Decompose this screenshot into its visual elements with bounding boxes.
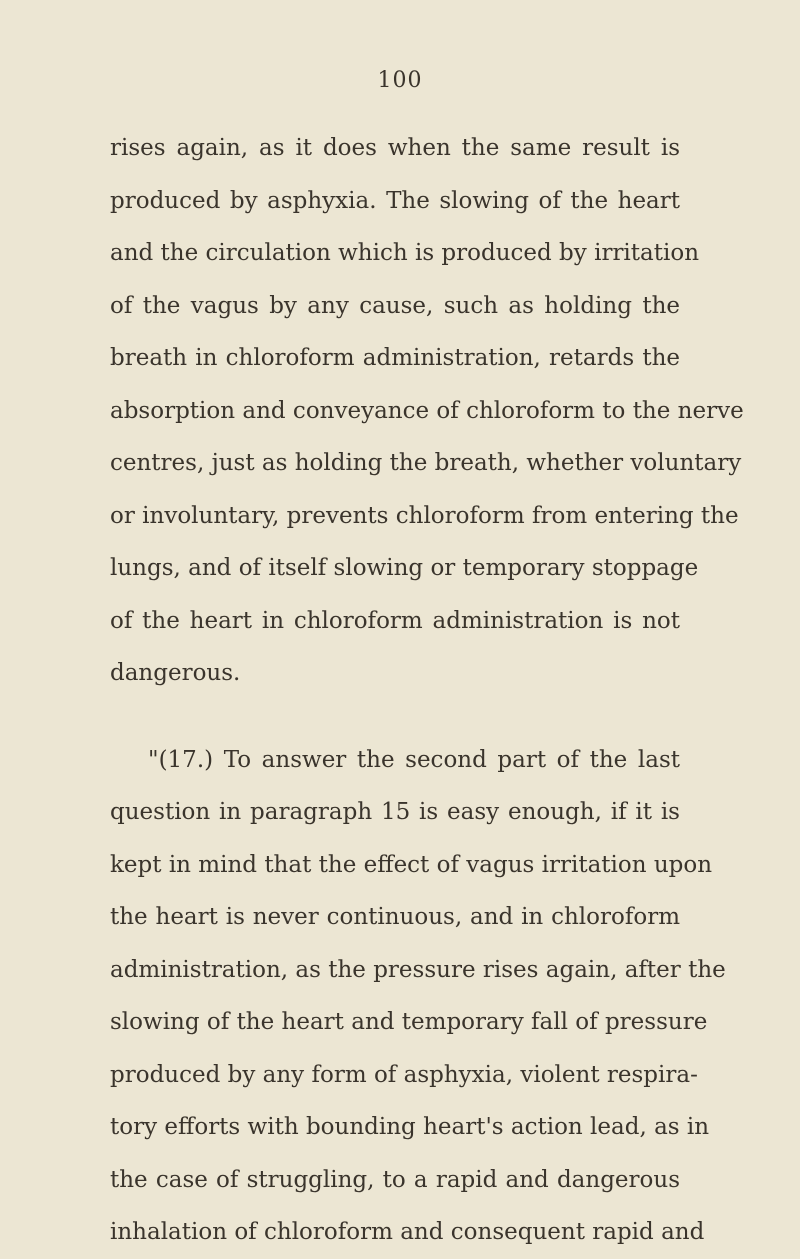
paragraph-gap: [110, 700, 680, 734]
text-line: question in paragraph 15 is easy enough, if it is: [110, 799, 680, 825]
text-line: centres, just as holding the breath, whether voluntary: [110, 450, 742, 476]
page-number: 100: [377, 68, 423, 93]
paragraph-1: [110, 122, 744, 700]
body-text: [110, 122, 744, 1259]
text-line: administration, as the pressure rises again, after the: [110, 956, 726, 983]
text-line: produced by any form of asphyxia, violent respira-: [110, 1061, 698, 1088]
text-line: inhalation of chloroform and consequent rapid and: [110, 1219, 705, 1245]
text-line: of the vagus by any cause, such as holding the: [110, 292, 680, 319]
text-line: "(17.) To answer the second part of the last: [148, 746, 680, 773]
text-line: breath in chloroform administration, retards the: [110, 345, 680, 371]
text-line: slowing of the heart and temporary fall of pressure: [110, 1009, 708, 1035]
text-line: tory efforts with bounding heart's action lead, as in: [110, 1114, 710, 1140]
text-line: lungs, and of itself slowing or temporary stoppage: [110, 555, 699, 581]
text-line: kept in mind that the effect of vagus irritation upon: [110, 851, 713, 878]
text-line: produced by asphyxia. The slowing of the heart: [110, 187, 680, 214]
text-line: the case of struggling, to a rapid and dangerous: [110, 1166, 680, 1193]
text-line: and the circulation which is produced by irritation: [110, 240, 700, 266]
text-line: absorption and conveyance of chloroform to the nerve: [110, 397, 744, 424]
text-line: the heart is never continuous, and in chloroform: [110, 904, 680, 930]
text-line: rises again, as it does when the same result is: [110, 135, 680, 161]
text-line: dangerous.: [110, 660, 241, 686]
paragraph-2: [110, 734, 726, 1259]
text-line: of the heart in chloroform administration is not: [110, 607, 680, 634]
text-line: or involuntary, prevents chloroform from entering the: [110, 502, 739, 529]
